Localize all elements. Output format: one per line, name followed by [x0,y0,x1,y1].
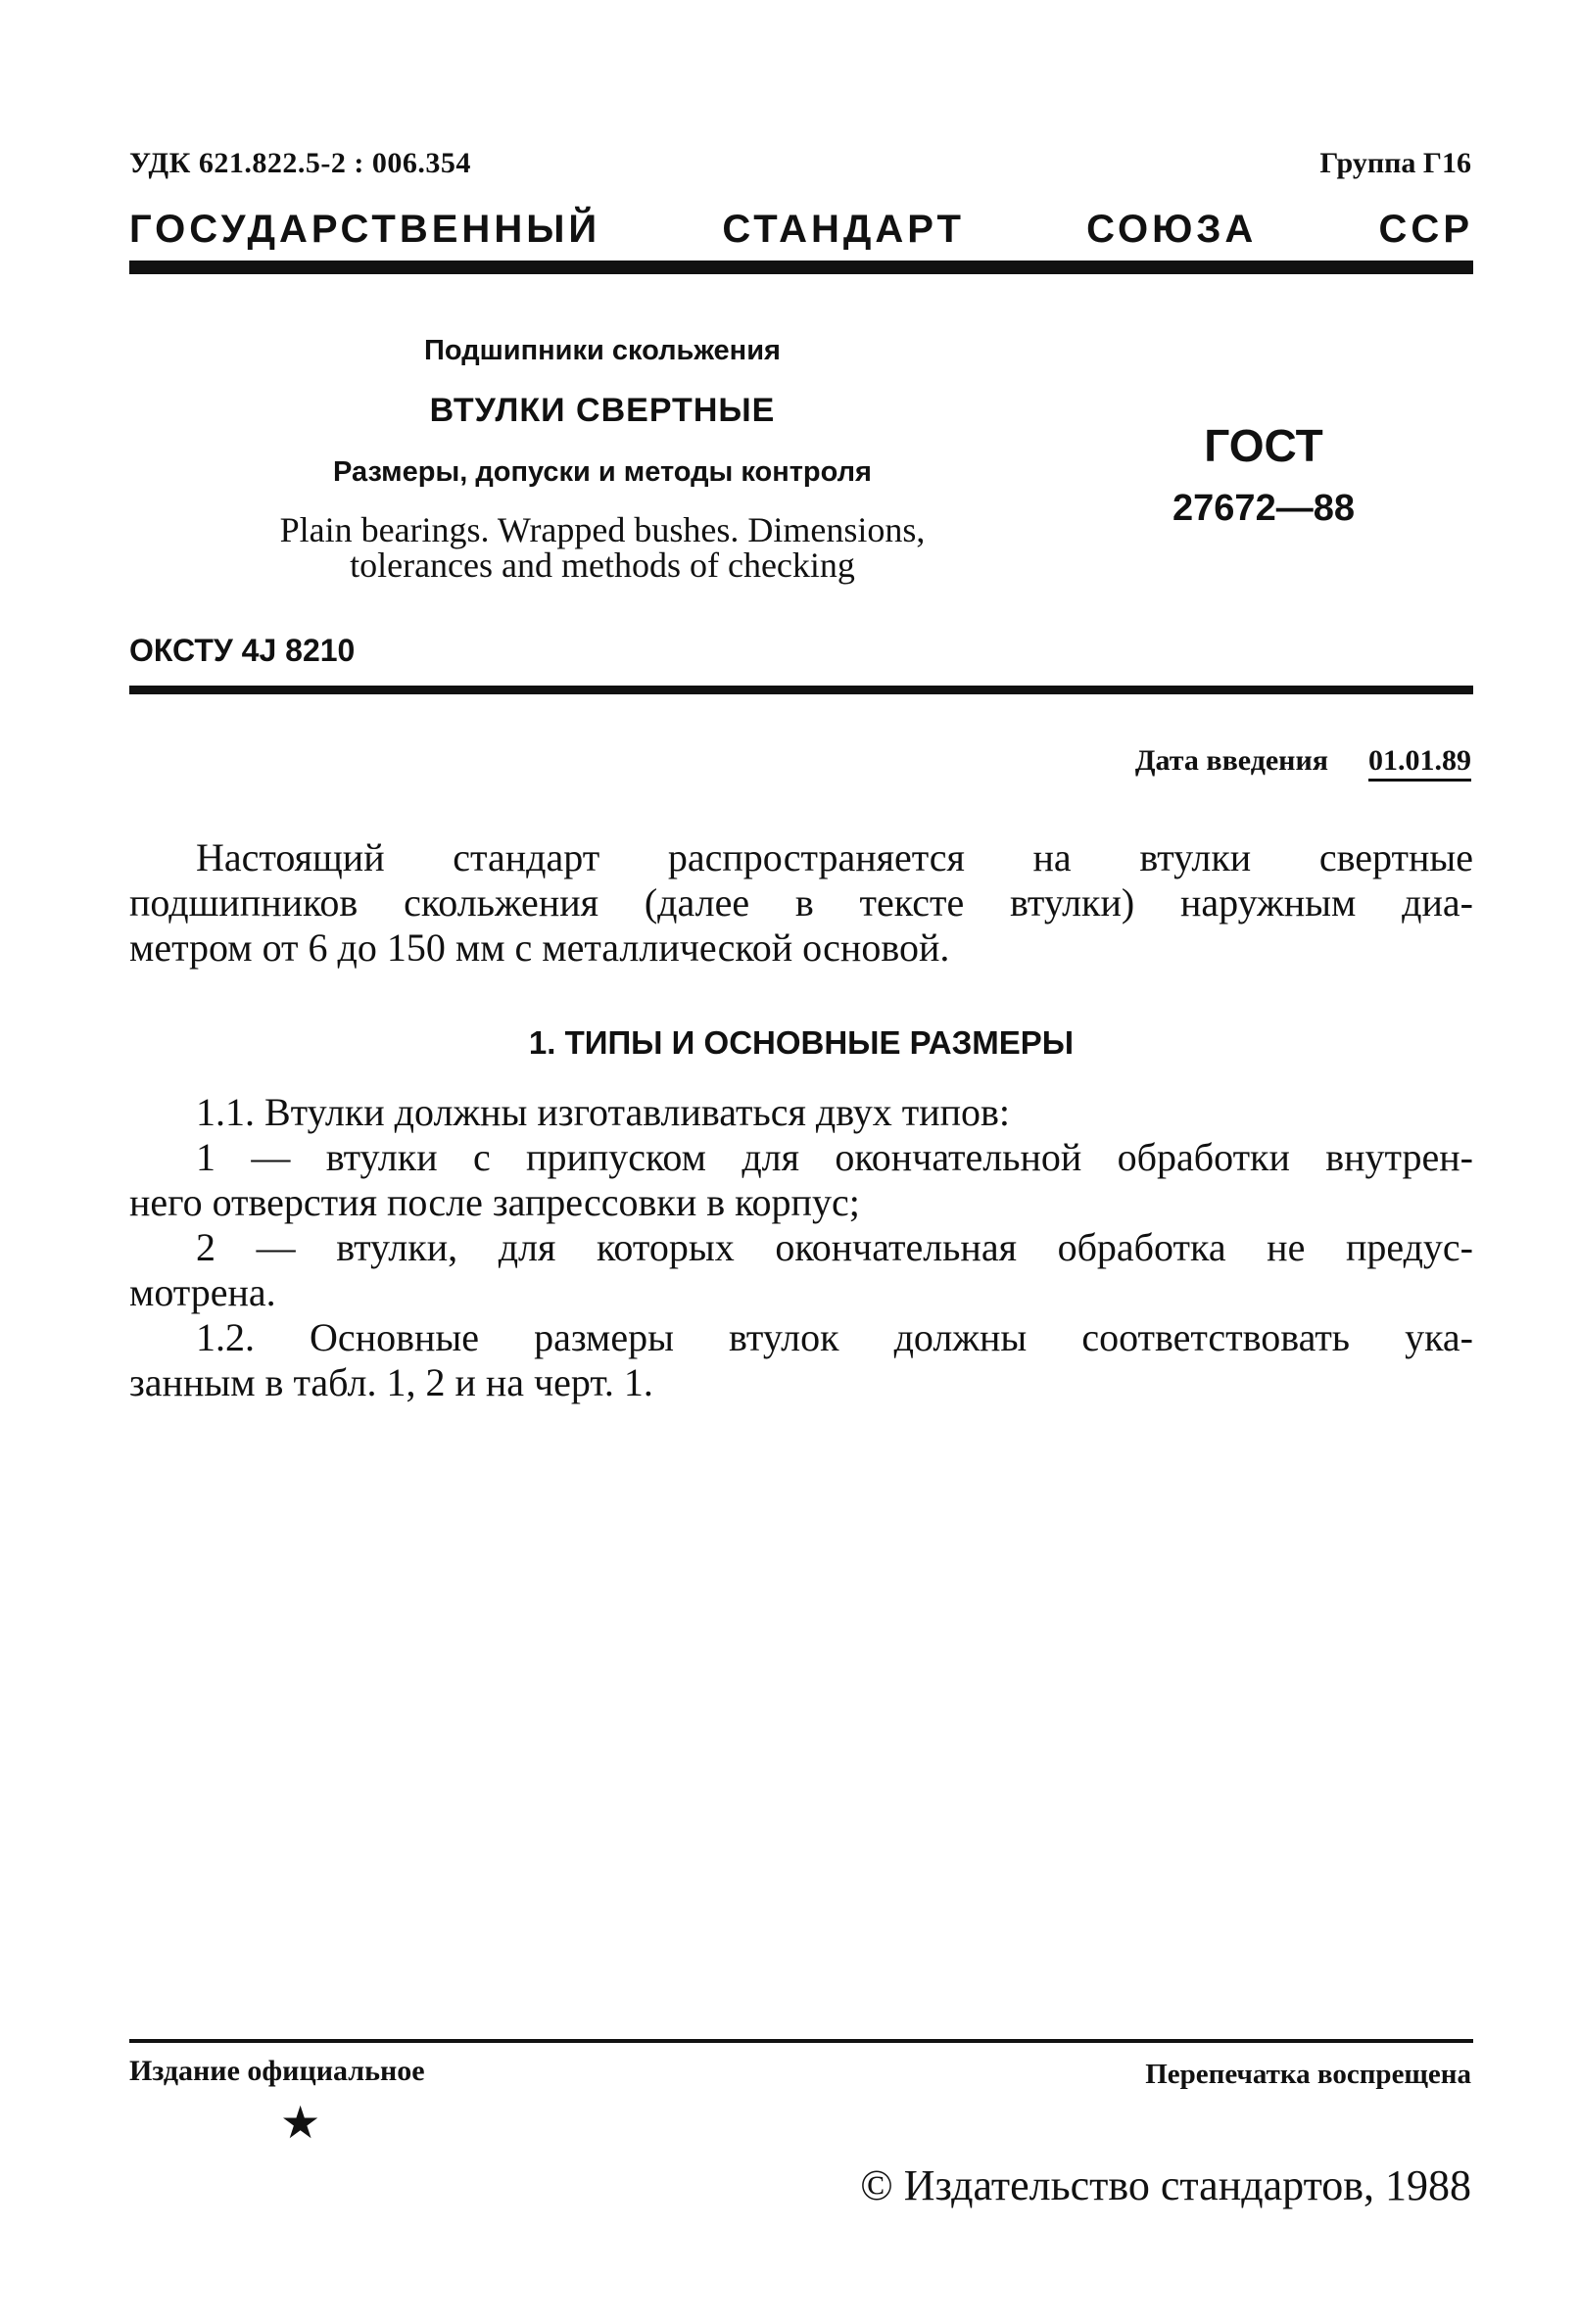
header-rule [129,261,1473,274]
official-edition-label: Издание официальное [129,2055,425,2087]
paragraph-1-1-item1-line2: него отверстия после запрессовки в корпус; [129,1180,860,1224]
document-title: ВТУЛКИ СВЕРТНЫЕ [429,392,776,429]
gost-number: 27672—88 [1172,488,1355,529]
okstu-rule [129,686,1473,694]
section-heading: 1. ТИПЫ И ОСНОВНЫЕ РАЗМЕРЫ [528,1024,1075,1061]
document-subtitle: Размеры, допуски и методы контроля [333,456,872,488]
paragraph-1-2-line1: 1.2. Основные размеры втулок должны соответствовать ука- [196,1315,1473,1359]
date-value: 01.01.89 [1368,744,1471,782]
copyright-notice: © Издательство стандартов, 1988 [860,2161,1471,2209]
date-label: Дата введения [1134,744,1328,777]
footer-rule [129,2039,1473,2043]
star-icon: ★ [280,2098,321,2148]
gost-label: ГОСТ [1204,420,1323,471]
paragraph-1-1: 1.1. Втулки должны изготавливаться двух типов: [196,1090,1011,1134]
english-title-line-2: tolerances and methods of checking [350,545,855,585]
intro-line-3: метром от 6 до 150 мм с металлической основой. [129,925,950,970]
intro-line-1: Настоящий стандарт распространяется на втулки свертные [196,835,1473,879]
state-standard-banner: ГОСУДАРСТВЕННЫЙ СТАНДАРТ СОЮЗА ССР [129,208,1473,251]
intro-line-2: подшипников скольжения (далее в тексте втулки) наружным диа- [129,880,1473,925]
paragraph-1-1-item2-line2: мотрена. [129,1270,276,1314]
english-title-line-1: Plain bearings. Wrapped bushes. Dimensions, [279,510,926,549]
paragraph-1-1-item2-line1: 2 — втулки, для которых окончательная обработка не предус- [196,1225,1473,1269]
okstu-code: ОКСТУ 4J 8210 [129,633,356,668]
paragraph-1-2-line2: занным в табл. 1, 2 и на черт. 1. [129,1360,653,1404]
introduction-date [1135,744,1471,778]
paragraph-1-1-item1-line1: 1 — втулки с припуском для окончательной обработки внутрен- [196,1135,1473,1179]
category-title: Подшипники скольжения [424,335,781,366]
reprint-prohibited-label: Перепечатка воспрещена [1145,2059,1471,2090]
group-code: Группа Г16 [1319,147,1471,179]
udk-code: УДК 621.822.5-2 : 006.354 [129,147,471,179]
